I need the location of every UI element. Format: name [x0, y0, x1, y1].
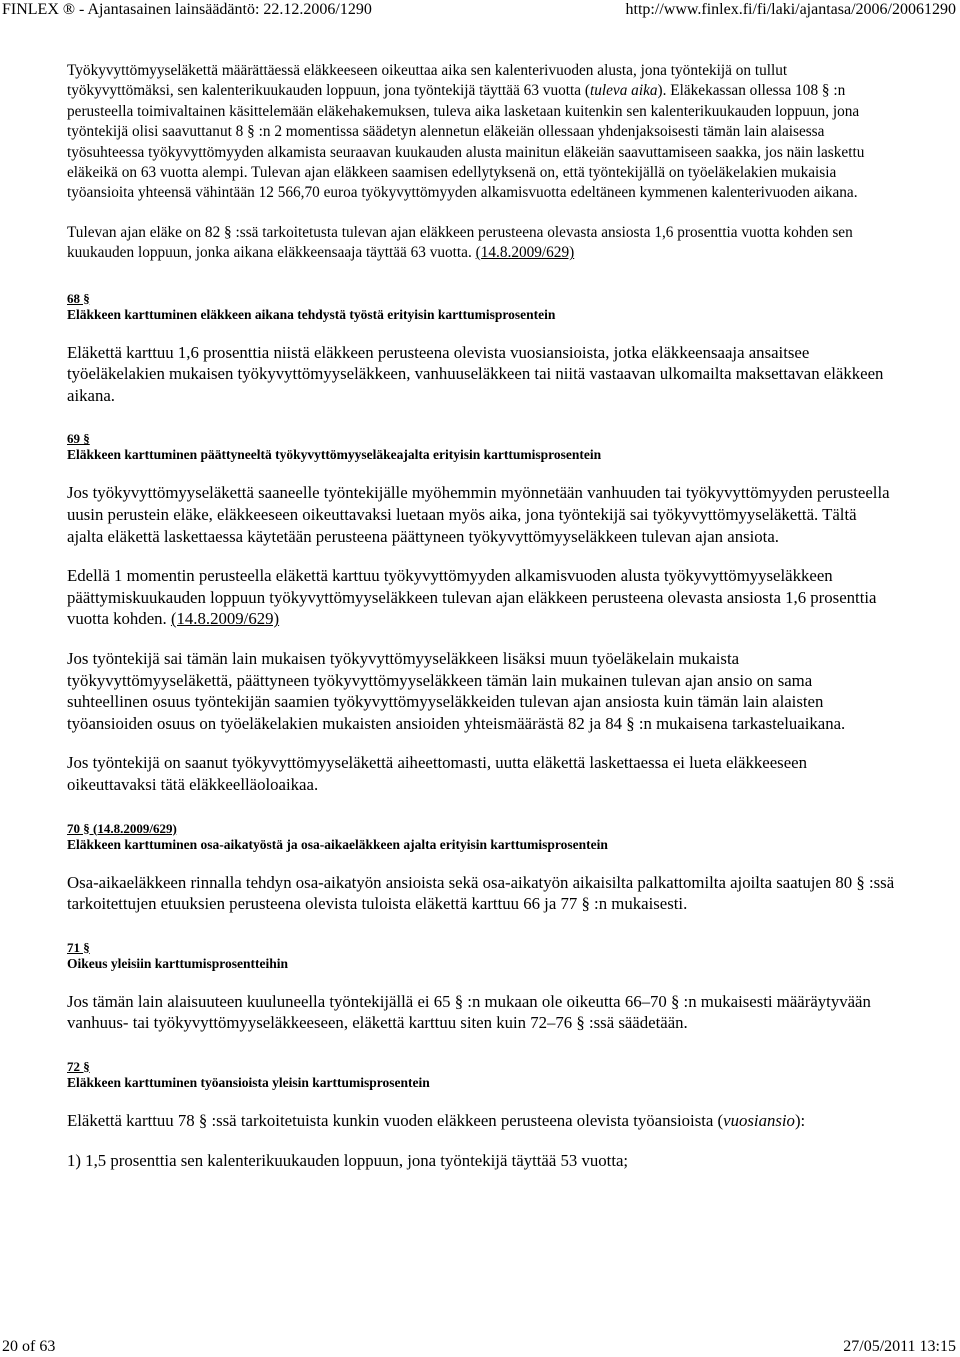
amendment-link[interactable]: (14.8.2009/629) — [170, 609, 280, 629]
paragraph-text: Eläkettä karttuu 78 § :ssä tarkoitetuista kunkin vuoden eläkkeen perusteena olevista työansioista ( — [67, 1110, 724, 1130]
section-title: Eläkkeen karttuminen työansioista yleisin karttumisprosentein — [67, 1074, 430, 1090]
intro-text-b: ). Eläkekassan ollessa 108 § :n perusteella toimivaltainen käsittelemään eläkehakemuksen, tuleva aika lasketaan kuitenkin sen kalenterikuukauden loppuun, jona työntekijä olisi saavuttanut 8 § :n 2 momentissa säädetyn alennetun eläkeiän ollessaan yhdenjaksoisesti tämän lain alaisessa työsuhteessa työkyvyttömyyden alkamista seuraavan kuukauden alusta mainitun eläkeiän saavuttamiseen saakka, jos näin laskettu eläkeikä on 63 vuotta alempi. Tulevan ajan eläkkeen saamisen edellytyksenä on, että työntekijällä on työeläkelakien mukaisia työansioita yhteensä vähintään 12 566,70 euroa työkyvyttömyyden alkamisvuotta edeltäneen kymmenen kalenterivuoden aikana. — [67, 82, 865, 202]
section-number[interactable]: 68 § — [67, 290, 90, 306]
section-paragraph: Osa-aikaeläkkeen rinnalla tehdyn osa-aikatyön ansioista sekä osa-aikatyön aikaisilta palkattomilta ajoilta saatujen 80 § :ssä tarkoitettujen etuuksien perusteena olevista tuloista eläkettä karttuu 66 ja 77 § :n mukaisesti. — [67, 872, 895, 914]
intro-text-2: Tulevan ajan eläke on 82 § :ssä tarkoitetusta tulevan ajan eläkkeen perusteena olevasta ansiosta 1,6 prosenttia vuotta kohden sen kuukauden loppuun, jonka aikana eläkkeensaaja täyttää 63 vuotta. — [67, 223, 853, 262]
paragraph-text-end: ): — [794, 1110, 806, 1130]
section-paragraph: Eläkettä karttuu 1,6 prosenttia niistä eläkkeen perusteena olevista vuosiansioista, jotka eläkkeensaaja ansaitsee työeläkelakien mukaisen työkyvyttömyyseläkkeen, vanhuuseläkkeen tai niitä vastaavan ulkomailta maksettavan eläkkeen aikana. — [67, 342, 884, 405]
section-number[interactable]: 72 § — [67, 1058, 90, 1074]
section-number[interactable]: 71 § — [67, 939, 90, 955]
section-paragraph: Jos tämän lain alaisuuteen kuuluneella työntekijällä ei 65 § :n mukaan ole oikeutta 66–70 § :n mukaisesti määräytyvään vanhuus- tai työkyvyttömyyseläkkeeseen, eläkettä karttuu siten kuin 72–76 § :ssä säädetään. — [67, 991, 871, 1033]
print-header — [0, 0, 960, 20]
section-paragraph — [67, 1110, 897, 1132]
intro-italic-term: tuleva aika — [589, 82, 658, 100]
intro-paragraph-1 — [67, 61, 897, 204]
section-70 — [67, 821, 897, 915]
document-body — [67, 61, 897, 1171]
page-counter: 20 of 63 — [2, 1338, 56, 1355]
header-url: http://www.finlex.fi/fi/laki/ajantasa/2006/20061290 — [625, 1, 956, 18]
section-number[interactable]: 70 § (14.8.2009/629) — [67, 820, 177, 836]
section-title: Eläkkeen karttuminen päättyneeltä työkyvyttömyyseläkeajalta erityisin karttumisprosentein — [67, 447, 602, 463]
section-paragraph: Jos työntekijä sai tämän lain mukaisen työkyvyttömyyseläkkeen lisäksi muun työeläkelain mukaista työkyvyttömyyseläkettä, päättyneen työkyvyttömyyseläkkeen tämän lain mukainen tulevan ajan ansio on sama suhteellinen osuus työntekijän saamien työkyvyttömyyseläkkeiden tulevan ajan ansiosta kuin tämän lain alaisten työansioiden osuus on työeläkelakien mukaisten ansioiden yhteismäärästä 82 ja 84 § :n mukaisena tarkasteluaikana. — [67, 649, 846, 733]
list-item: 1) 1,5 prosenttia sen kalenterikuukauden loppuun, jona työntekijä täyttää 53 vuotta; — [67, 1150, 629, 1170]
section-72 — [67, 1059, 897, 1171]
section-number[interactable]: 69 § — [67, 431, 90, 447]
section-69 — [67, 431, 897, 795]
print-footer — [0, 1337, 960, 1357]
print-timestamp: 27/05/2011 13:15 — [843, 1338, 956, 1355]
intro-paragraph-2 — [67, 223, 897, 264]
section-title: Oikeus yleisiin karttumisprosentteihin — [67, 955, 289, 971]
section-68 — [67, 291, 897, 407]
section-paragraph: Jos työkyvyttömyyseläkettä saaneelle työntekijälle myöhemmin myönnetään vanhuuden tai työkyvyttömyyden perusteella uusin perustein eläke, eläkkeeseen oikeuttavaksi luetaan myös aika, jona työntekijä sai työkyvyttömyyseläkettä. Tältä ajalta eläkettä laskettaessa käytetään perusteena päättyneen työkyvyttömyyseläkkeen tulevan ajan ansiota. — [67, 483, 890, 546]
intro-text-a: Työkyvyttömyyseläkettä määrättäessä eläkkeeseen oikeuttaa aika sen kalenterivuoden alusta, jona työntekijä on tullut työkyvyttömäksi, sen kalenterikuukauden loppuun, jona työntekijä täyttää 63 vuotta ( — [67, 62, 788, 100]
section-title: Eläkkeen karttuminen osa-aikatyöstä ja osa-aikaeläkkeen ajalta erityisin karttumisprosentein — [67, 836, 608, 852]
intro-section — [67, 61, 897, 264]
section-71 — [67, 940, 897, 1034]
section-title: Eläkkeen karttuminen eläkkeen aikana tehdystä työstä erityisin karttumisprosentein — [67, 306, 556, 322]
italic-term: vuosiansio — [723, 1110, 795, 1130]
paragraph-text: Edellä 1 momentin perusteella eläkettä karttuu työkyvyttömyyden alkamisvuoden alusta työkyvyttömyyseläkkeen päättymiskuukauden loppuun työkyvyttömyyseläkkeen tulevan ajan eläkkeen perusteena olevasta ansiosta 1,6 prosenttia vuotta kohden. — [67, 566, 877, 629]
section-paragraph: Jos työntekijä on saanut työkyvyttömyyseläkettä aiheettomasti, uutta eläkettä laskettaessa ei lueta eläkkeeseen oikeuttavaksi tätä eläkkeelläoloaikaa. — [67, 753, 807, 794]
amendment-link[interactable]: (14.8.2009/629) — [475, 244, 575, 262]
section-paragraph — [67, 565, 897, 630]
header-title: FINLEX ® - Ajantasainen lainsäädäntö: 22.12.2006/1290 — [2, 1, 372, 18]
